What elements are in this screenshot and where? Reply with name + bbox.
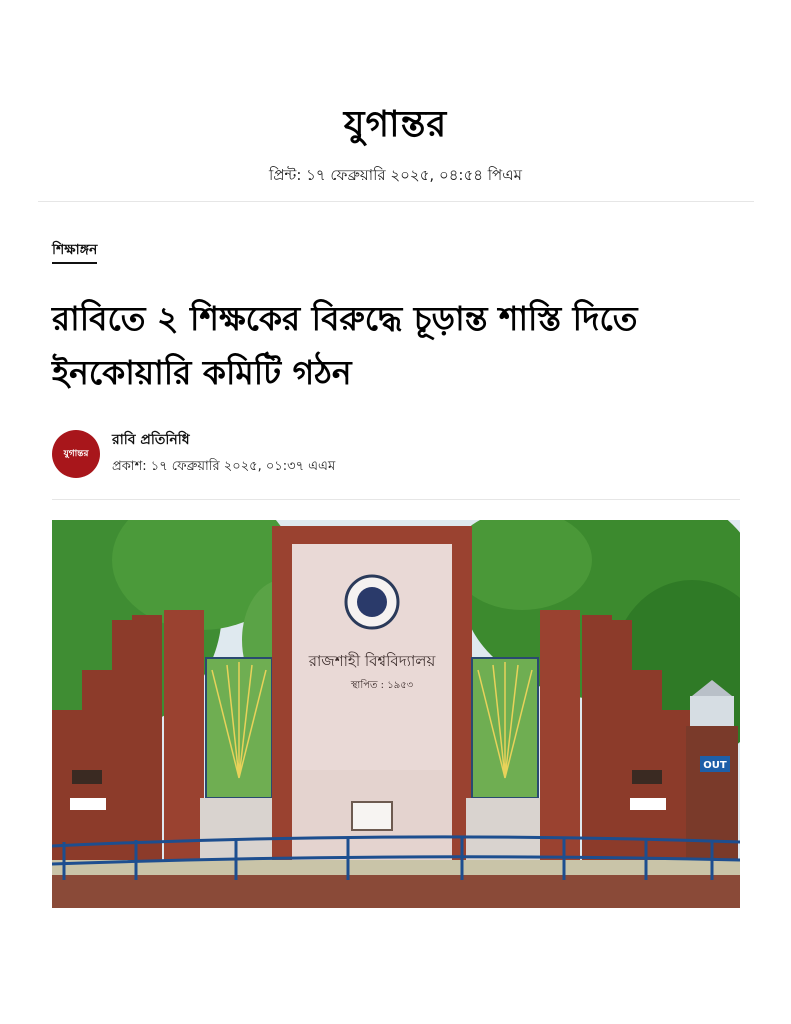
published-timestamp: প্রকাশ: ১৭ ফেব্রুয়ারি ২০২৫, ০১:৩৭ এএম (112, 459, 336, 474)
print-timestamp: প্রিন্ট: ১৭ ফেব্রুয়ারি ২০২৫, ০৪:৫৪ পিএম (269, 166, 522, 184)
header-divider (38, 201, 754, 202)
author-avatar (52, 430, 100, 478)
monument-year: স্থাপিত : ১৯৫৩ (350, 680, 414, 691)
category-link[interactable]: শিক্ষাঙ্গন (52, 240, 97, 264)
out-sign: OUT (703, 760, 727, 771)
author-name[interactable]: রাবি প্রতিনিধি (112, 432, 190, 448)
byline-divider (52, 499, 740, 500)
avatar-logo: যুগান্তর (63, 449, 89, 459)
site-logo[interactable]: যুগান্তর (343, 103, 448, 145)
monument-sign: রাজশাহী বিশ্ববিদ্যালয় (308, 652, 436, 670)
article-photo (52, 520, 740, 908)
central-monument (272, 526, 472, 860)
article-headline: রাবিতে ২ শিক্ষকের বিরুদ্ধে চূড়ান্ত শাস্তি দিতে ইনকোয়ারি কমিটি গঠন (52, 299, 638, 392)
right-grille (466, 658, 544, 860)
left-grille (200, 658, 278, 860)
guard-booth (686, 680, 738, 860)
